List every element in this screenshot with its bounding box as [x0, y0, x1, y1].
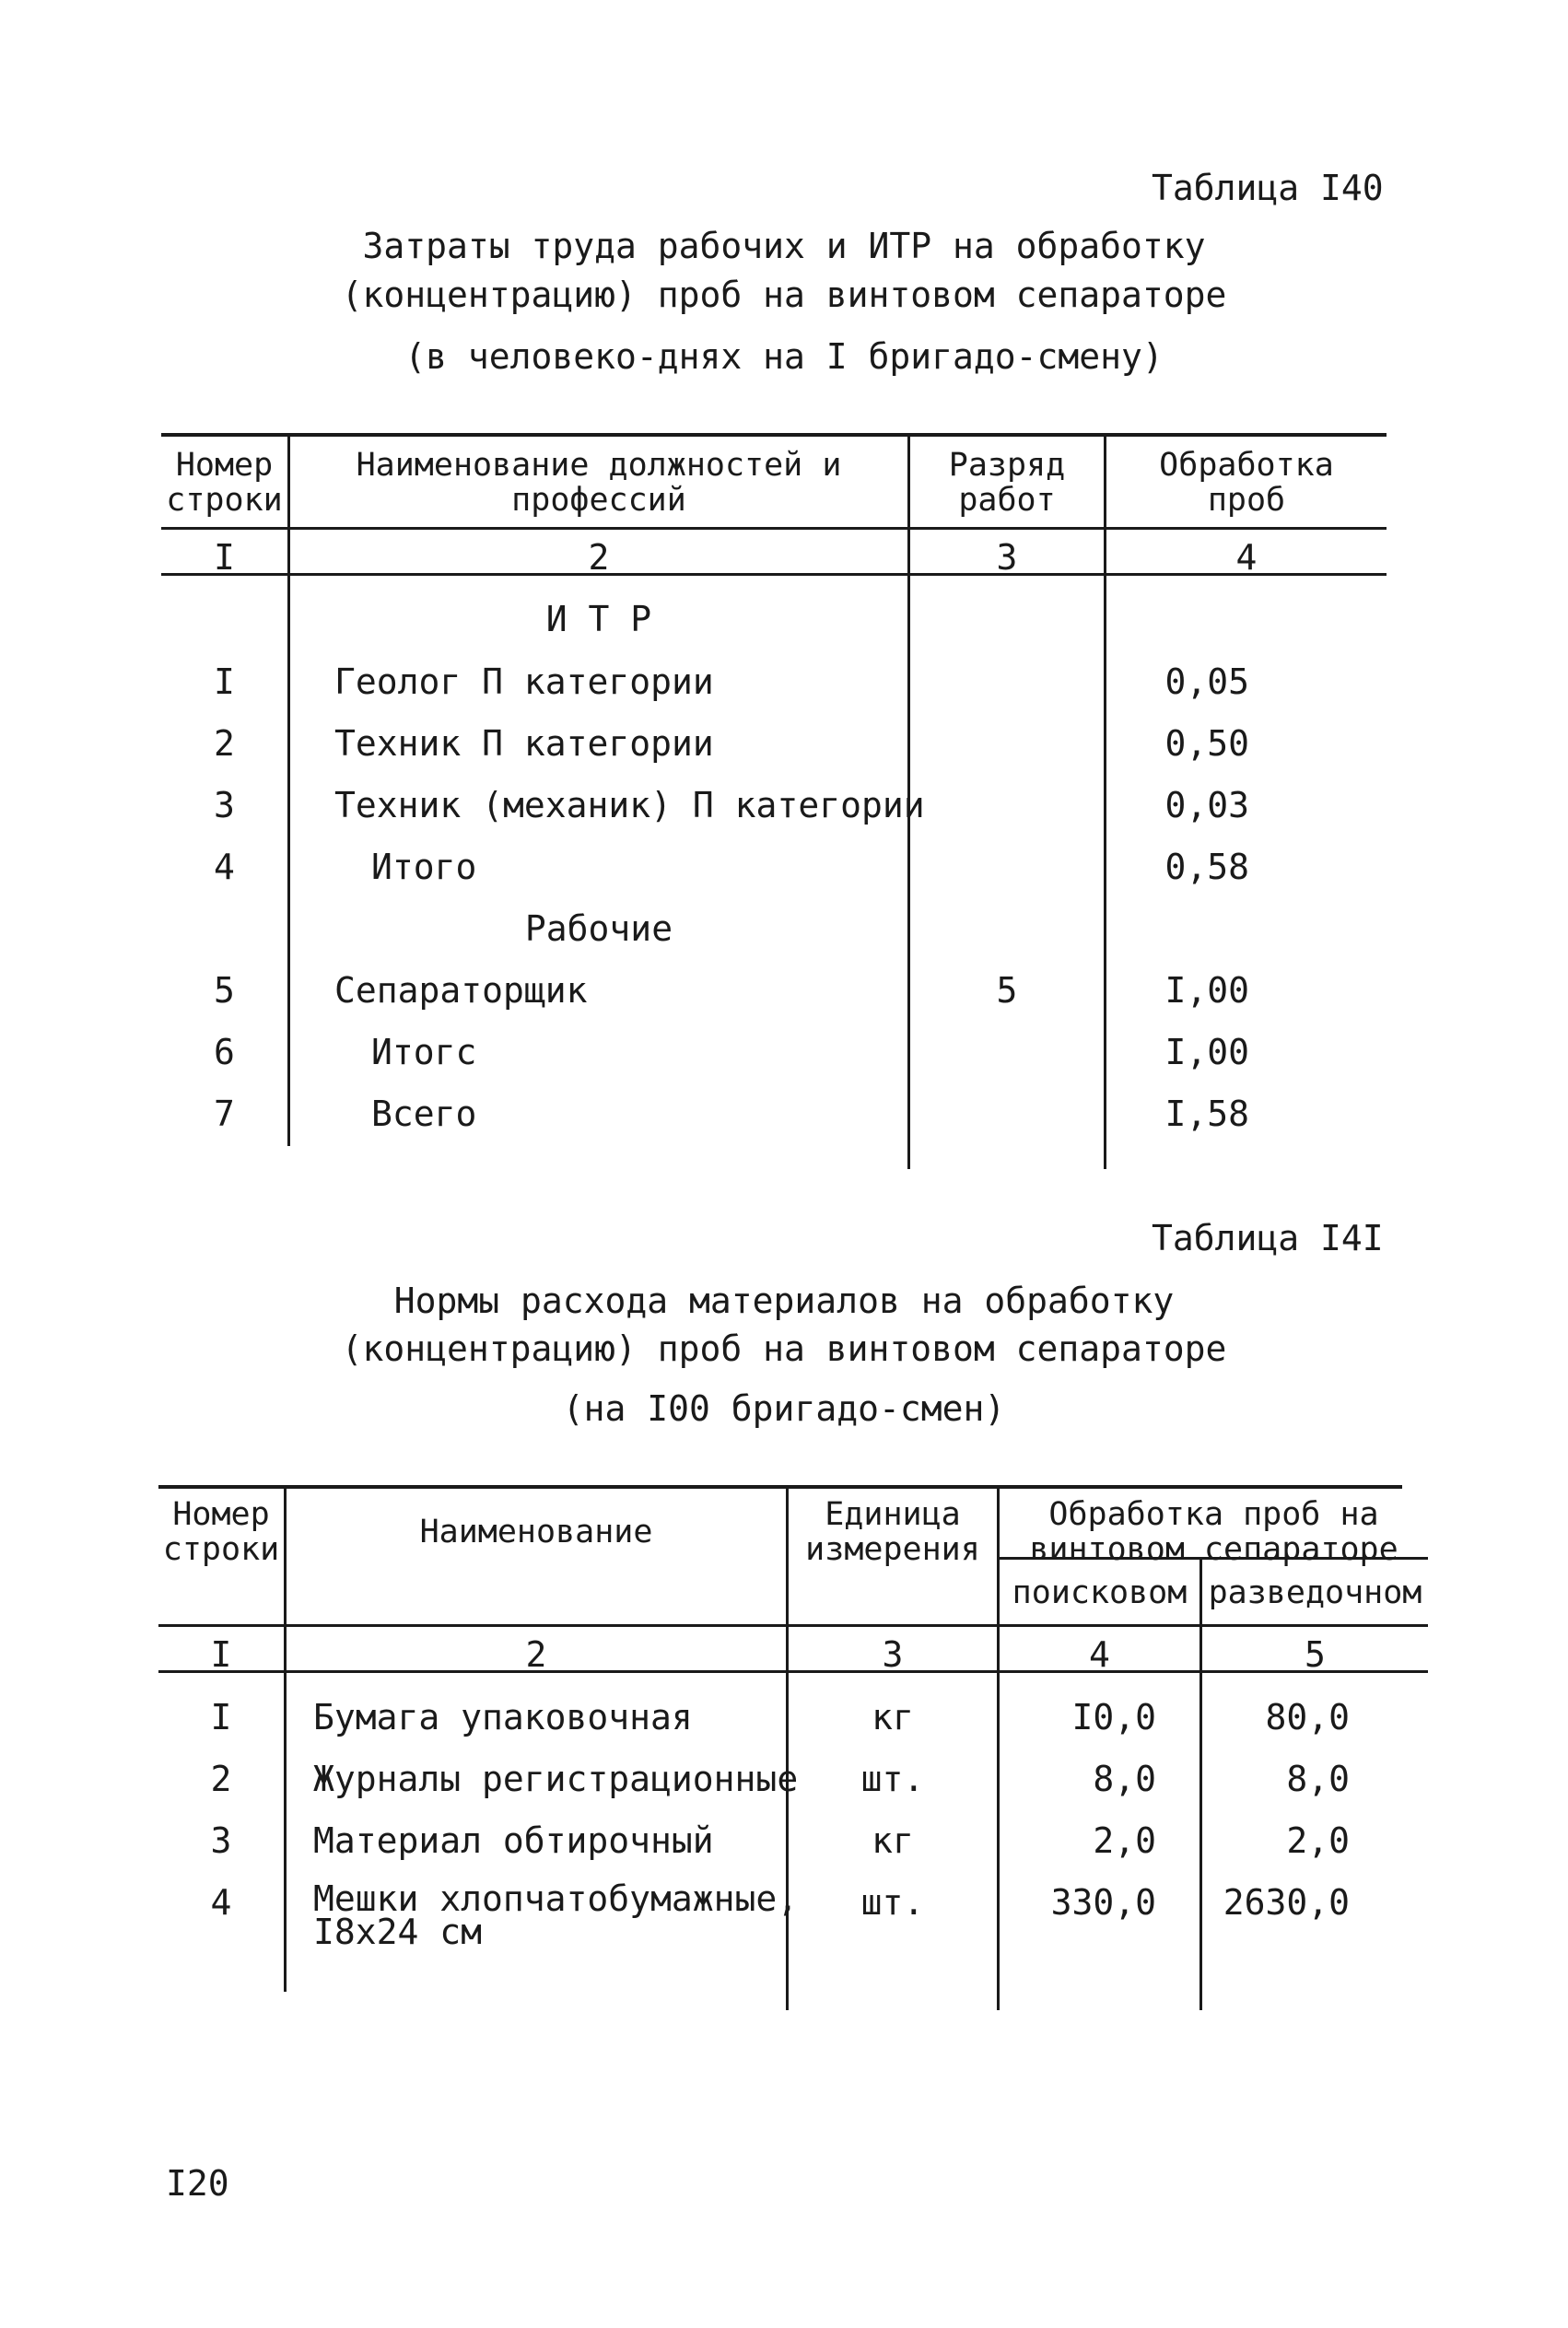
table-140-header-rule [161, 527, 1387, 530]
t141-header-group [1000, 1497, 1428, 1567]
table-141-vrule-1 [284, 1489, 287, 1992]
t140-header-col3-line1: Разряд [948, 447, 1066, 484]
t141-row-explore: 2,0 [1286, 1820, 1350, 1861]
t141-row-unit: кг [872, 1820, 914, 1861]
table-141-top-rule [158, 1485, 1402, 1489]
t141-header-group-line2: винтовом сепараторе [1029, 1531, 1398, 1568]
t141-colnum-2: 2 [525, 1634, 547, 1675]
table-140-top-rule [161, 433, 1387, 437]
t140-row-name: Всего [371, 1094, 477, 1134]
table-140-title-line1: Затраты труда рабочих и ИТР на обработку [362, 226, 1206, 266]
t141-row-num: 3 [210, 1820, 232, 1861]
t140-row-num: 6 [214, 1032, 235, 1072]
table-140-label: Таблица I40 [1152, 168, 1384, 208]
table-140-subtitle: (в человеко-днях на I бригадо-смену) [404, 336, 1164, 377]
t140-header-col2-line2: профессий [511, 482, 686, 519]
t141-header-group-line1: Обработка проб на [1048, 1496, 1379, 1533]
t141-row-unit: шт. [860, 1759, 925, 1799]
t141-colnum-1: I [210, 1634, 232, 1675]
t140-row-num: 3 [214, 785, 235, 825]
t141-row-search: 2,0 [1093, 1820, 1156, 1861]
t141-row-name-line1: Мешки хлопчатобумажные, [313, 1878, 799, 1919]
t141-colnum-5: 5 [1305, 1634, 1326, 1675]
t140-row-value: I,00 [1164, 970, 1249, 1011]
t141-row-search: 330,0 [1050, 1882, 1156, 1923]
t141-row-unit: шт. [860, 1882, 925, 1923]
table-141-title-line1: Нормы расхода материалов на обработку [393, 1281, 1175, 1321]
t141-row-name-line2: I8x24 см [313, 1912, 483, 1952]
t140-row-value: I,00 [1164, 1032, 1249, 1072]
t140-header-col3-line2: работ [958, 482, 1056, 519]
t141-row-search: I0,0 [1071, 1697, 1156, 1737]
t140-header-col2-line1: Наименование должностей и [356, 447, 842, 484]
t141-row-name: Журналы регистрационные [313, 1759, 799, 1799]
table-140-title-line2: (концентрацию) проб на винтовом сепараторе [341, 275, 1227, 315]
t140-header-col1-line1: Номер [175, 447, 274, 484]
t141-row-search: 8,0 [1093, 1759, 1156, 1799]
t140-row-num: 7 [214, 1094, 235, 1134]
t140-colnum-1: I [214, 537, 235, 578]
t141-row-name: Бумага упаковочная [313, 1697, 693, 1737]
t140-header-col1 [161, 448, 287, 518]
t140-header-col3 [910, 448, 1104, 518]
t141-row-num: 2 [210, 1759, 232, 1799]
table-141-title-line2: (концентрацию) проб на винтовом сепараторе [341, 1328, 1227, 1369]
t140-row-name: Техник (механик) П категории [334, 785, 925, 825]
t141-row-explore: 2630,0 [1223, 1882, 1350, 1923]
t140-row-name: Геолог П категории [334, 661, 714, 702]
t140-row-value: 0,03 [1164, 785, 1249, 825]
t141-header-col1-line1: Номер [172, 1496, 270, 1533]
t140-header-col1-line2: строки [166, 482, 283, 519]
t140-header-col4-line1: Обработка [1159, 447, 1334, 484]
table-141-subtitle: (на I00 бригадо-смен) [562, 1388, 1006, 1429]
page-number: I20 [166, 2163, 229, 2204]
t140-row-value: 0,58 [1164, 847, 1249, 887]
t140-header-col2 [290, 448, 907, 518]
t140-colnum-4: 4 [1235, 537, 1258, 578]
t141-row-name [313, 1878, 799, 1952]
t140-row-name: Итогс [371, 1032, 477, 1072]
t140-row-num: 2 [214, 723, 235, 764]
t141-row-name: Материал обтирочный [313, 1820, 714, 1861]
t141-colnum-3: 3 [882, 1634, 904, 1675]
t141-header-col1 [158, 1497, 284, 1567]
t140-row-grade: 5 [996, 970, 1018, 1011]
t141-header-col3 [789, 1497, 997, 1567]
t140-colnum-3: 3 [996, 537, 1018, 578]
t140-row-value: 0,50 [1164, 723, 1249, 764]
t141-row-explore: 80,0 [1265, 1697, 1350, 1737]
t140-header-col4-line2: проб [1207, 482, 1286, 519]
t141-header-col3-line2: измерения [805, 1531, 980, 1568]
t141-header-col1-line2: строки [162, 1531, 280, 1568]
t141-row-num: I [210, 1697, 232, 1737]
table-141-header-rule [158, 1624, 1428, 1627]
t141-colnum-4: 4 [1089, 1634, 1110, 1675]
t140-row-name: Техник П категории [334, 723, 714, 764]
t141-header-col5: разведочном [1208, 1574, 1422, 1611]
table-141-label: Таблица I4I [1152, 1218, 1384, 1258]
t140-section-workers: Рабочие [524, 908, 673, 949]
t140-row-value: 0,05 [1164, 661, 1249, 702]
t141-row-unit: кг [872, 1697, 914, 1737]
t141-header-col3-line1: Единица [825, 1496, 961, 1533]
t141-row-explore: 8,0 [1286, 1759, 1350, 1799]
t141-header-col4: поисковом [1012, 1574, 1188, 1611]
t140-row-name: Сепараторщик [334, 970, 588, 1011]
t140-row-num: I [214, 661, 235, 702]
t140-row-num: 4 [214, 847, 235, 887]
t140-header-col4 [1106, 448, 1387, 518]
t140-section-itr: И Т Р [545, 599, 652, 639]
t140-row-name: Итого [371, 847, 477, 887]
t140-row-value: I,58 [1164, 1094, 1249, 1134]
t141-row-num: 4 [210, 1882, 232, 1923]
t140-colnum-2: 2 [588, 537, 610, 578]
t141-header-col2: Наименование [419, 1514, 653, 1550]
t140-row-num: 5 [214, 970, 235, 1011]
